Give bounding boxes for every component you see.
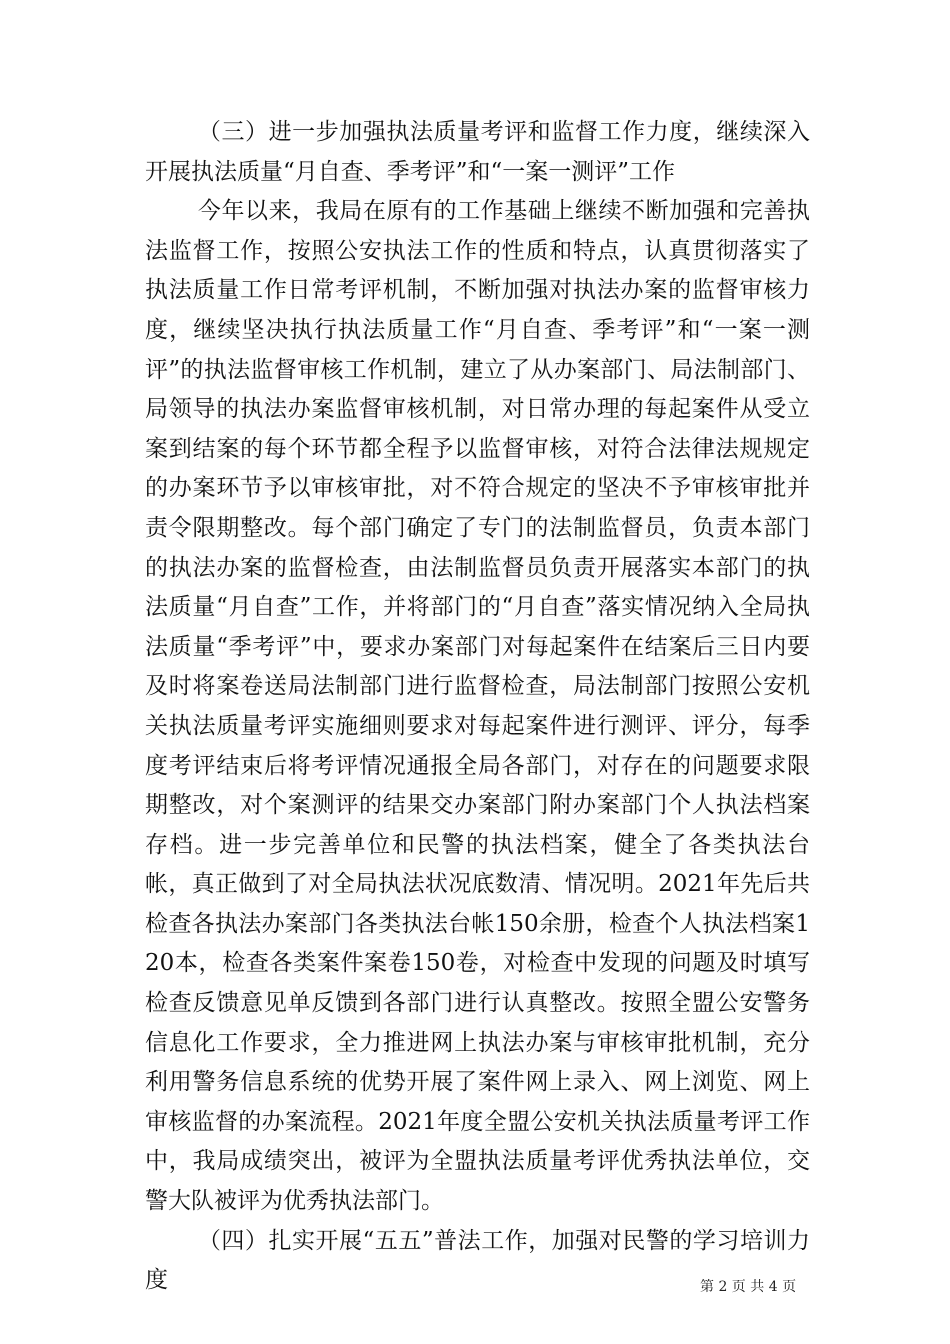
body-paragraph: 今年以来，我局在原有的工作基础上继续不断加强和完善执法监督工作，按照公安执法工作的性质和特点，认真贯彻落实了执法质量工作日常考评机制，不断加强对执法办案的监督审核力度，继续坚决执行执法质量工作“月自查、季考评”和“一案一测评”的执法监督审核工作机制，建立了从办案部门、局法制部门、局领导的执法办案监督审核机制，对日常办理的每起案件从受立案到结案的每个环节都全程予以监督审核，对符合法律法规规定的办案环节予以审核审批，对不符合规定的坚决不予审核审批并责令限期整改。每个部门确定了专门的法制监督员，负责本部门的执法办案的监督检查，由法制监督员负责开展落实本部门的执法质量“月自查”工作，并将部门的“月自查”落实情况纳入全局执法质量“季考评”中，要求办案部门对每起案件在结案后三日内要及时将案卷送局法制部门进行监督检查，局法制部门按照公安机关执法质量考评实施细则要求对每起案件进行测评、评分，每季度考评结束后将考评情况通报全局各部门，对存在的问题要求限期整改，对个案测评的结果交办案部门附办案部门个人执法档案存档。进一步完善单位和民警的执法档案，健全了各类执法台帐，真正做到了对全局执法状况底数清、情况明。2021年先后共检查各执法办案部门各类执法台帐150余册，检查个人执法档案120本，检查各类案件案卷150卷，对检查中发现的问题及时填写检查反馈意见单反馈到各部门进行认真整改。按照全盟公安警务信息化工作要求，全力推进网上执法办案与审核审批机制，充分利用警务信息系统的优势开展了案件网上录入、网上浏览、网上审核监督的办案流程。2021年度全盟公安机关执法质量考评工作中，我局成绩突出，被评为全盟执法质量考评优秀执法单位，交警大队被评为优秀执法部门。 [145, 198, 810, 1215]
document-body [145, 113, 810, 1301]
page-number-footer: 第 2 页 共 4 页 [700, 1279, 797, 1295]
section-heading-3: （三）进一步加强执法质量考评和监督工作力度，继续深入开展执法质量“月自查、季考评”和“一案一测评”工作 [145, 119, 810, 185]
section-heading-4: （四）扎实开展“五五”普法工作，加强对民警的学习培训力度 [145, 1227, 810, 1294]
